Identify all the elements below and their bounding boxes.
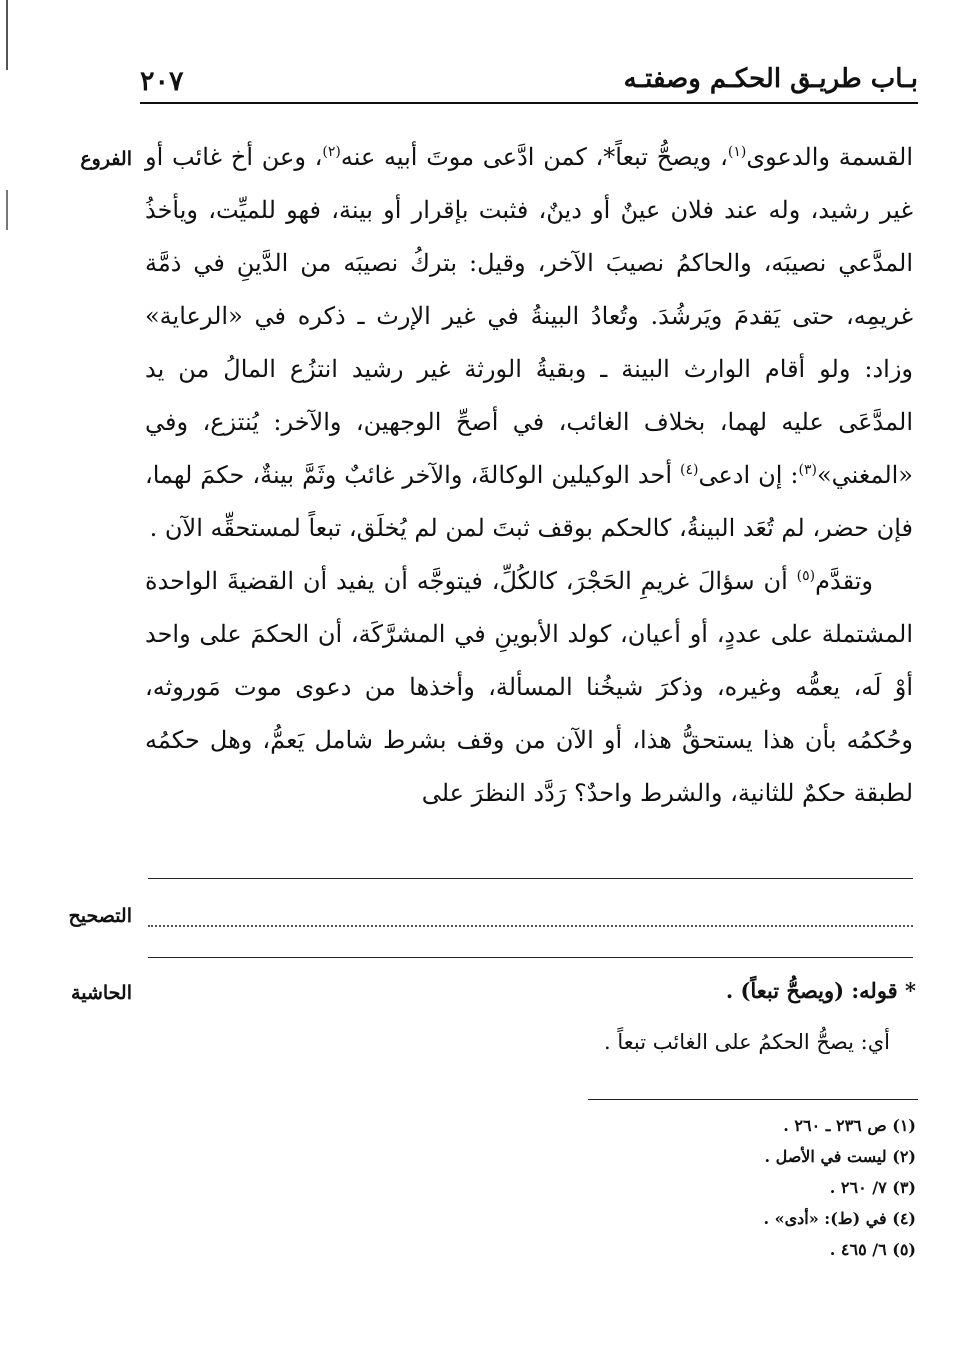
text-run: القسمة والدعوى bbox=[746, 143, 914, 171]
page-number: ٢٠٧ bbox=[140, 66, 184, 97]
paragraph-2 bbox=[145, 555, 913, 820]
scan-edge-mark bbox=[6, 0, 8, 70]
text-run: وتقدَّم bbox=[815, 567, 873, 595]
paragraph-1 bbox=[145, 131, 913, 555]
tashih-rule-bottom bbox=[148, 957, 913, 958]
footnote-ref-2: (٢) bbox=[322, 144, 341, 160]
running-title: بـاب طريـق الحكـم وصفتـه bbox=[623, 64, 918, 94]
tashih-rule-top bbox=[148, 878, 913, 879]
footnote-ref-5: (٥) bbox=[796, 568, 816, 584]
footnote-4: (٤) في (ط): «أدى» . bbox=[763, 1209, 916, 1228]
scan-edge-mark bbox=[6, 190, 8, 230]
footnote-1: (١) ص ٢٣٦ ـ ٢٦٠ . bbox=[783, 1116, 916, 1135]
margin-label-furu: الفروع bbox=[80, 148, 132, 170]
tashih-dotted-line bbox=[148, 925, 913, 927]
margin-label-hashiya: الحاشية bbox=[71, 982, 132, 1004]
hashiya-heading: * قوله: (ويصحُّ تبعاً) . bbox=[725, 978, 916, 1003]
page-header bbox=[140, 62, 918, 102]
text-run: ، وعن أخ غائب أو غير رشيد، وله عند فلان عينٌ أو دينٌ، فثبت بإقرار أو بينة، فهو للميِّت، ويأخذُ المدَّعي نصيبَه، والحاكمُ نصيبَ الآخر، وقيل: بتركُ نصيبَه من الدَّينِ في ذمَّة غريمِه، حتى يَقدمَ ويَرشُدَ. وتُعادُ البينةُ في غير الإرث ـ ذكره في «الرعاية» وزاد: ولو أقام الوارث البينة ـ وبقيةُ الورثة غير رشيد انتزُع المالُ من يد المدَّعَى عليه لهما، بخلاف الغائب، في أصحِّ الوجهين، والآخر: يُنتزع، وفي «المغني» bbox=[145, 143, 914, 489]
footnote-ref-3: (٣) bbox=[798, 462, 817, 478]
text-run: : إن ادعى bbox=[698, 461, 799, 489]
text-run: أن سؤالَ غريمِ الحَجْرَ، كالكُلِّ، فيتوجَّه أن يفيد أن القضيةَ الواحدة المشتملة على عددٍ، أو أعيان، كولد الأبوينِ في المشرَّكَة، أن الحكمَ على واحد أوْ لَه، يعمُّه وغيره، وذكرَ شيخُنا المسألة، وأخذها من دعوى موت مَوروثه، وحُكمُه بأن هذا يستحقُّ هذا، أو الآن من وقف بشرط شامل يَعمُّ، وهل حكمُه لطبقة حكمٌ للثانية، والشرط واحدٌ؟ رَدَّد النظرَ على bbox=[145, 567, 913, 807]
footnote-2: (٢) ليست في الأصل . bbox=[764, 1147, 916, 1166]
footnote-5: (٥) ٦/ ٤٦٥ . bbox=[829, 1240, 916, 1259]
main-text bbox=[145, 131, 913, 820]
header-rule bbox=[140, 102, 918, 104]
footnote-3: (٣) ٧/ ٢٦٠ . bbox=[829, 1178, 916, 1197]
footnote-ref-1: (١) bbox=[727, 144, 747, 160]
footnote-rule bbox=[588, 1099, 918, 1100]
text-run: ، ويصحُّ تبعاً*، كمن ادَّعى موتَ أبيه عنه bbox=[340, 143, 728, 171]
hashiya-body: أي: يصحُّ الحكمُ على الغائب تبعاً . bbox=[604, 1030, 890, 1054]
footnote-ref-4: (٤) bbox=[679, 462, 699, 478]
footnotes bbox=[516, 1110, 916, 1265]
margin-label-tashih: التصحيح bbox=[68, 905, 132, 927]
text-run: أحد الوكيلين الوكالةَ، والآخر غائبٌ وثَمَّ بينةٌ، حكمَ لهما، فإن حضر، لم تُعَد البينةُ، كالحكم بوقف ثبتَ لمن لم يُخلَق، تبعاً لمستحقِّه الآن . bbox=[145, 461, 913, 542]
